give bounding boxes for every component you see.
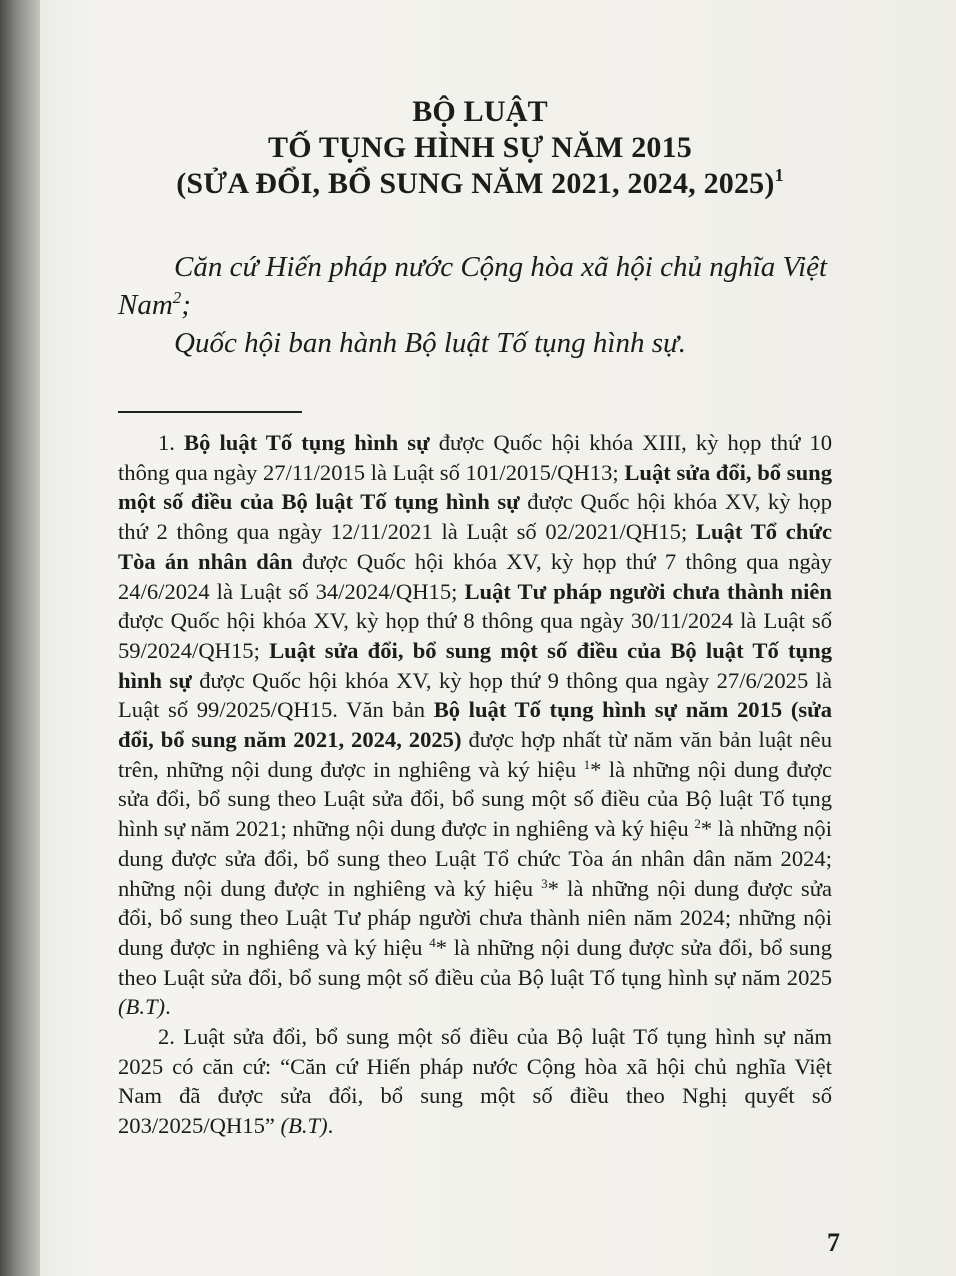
editor-note: (B.T) [118, 994, 166, 1020]
footnote-1-law-name: Bộ luật Tố tụng hình sự [184, 430, 430, 455]
preamble-basis-end: ; [181, 289, 191, 321]
footnote-separator [118, 411, 302, 413]
preamble-enactment: Quốc hội ban hành Bộ luật Tố tụng hình sự. [174, 327, 687, 359]
title-line-3-text: (SỬA ĐỔI, BỔ SUNG NĂM 2021, 2024, 2025) [176, 167, 775, 200]
footnote-1-text: được Quốc hội khóa XV, kỳ họp thứ 8 thông qua ngày 30/11/2024 là Luật số 59/2024/QH15; [118, 608, 832, 663]
footnote-2-text: 2. Luật sửa đổi, bổ sung một số điều của Bộ luật Tố tụng hình sự năm 2025 có căn cứ: “Căn cứ Hiến pháp nước Cộng hòa xã hội chủ nghĩa Việt Nam đã được sửa đổi, bổ sung một số điều theo Nghị quyết số 203/2025/QH15” [118, 1024, 832, 1139]
footnote-1-law-name: Luật Tư pháp người chưa thành niên [464, 578, 832, 604]
marker-superscript: 3 [541, 875, 548, 891]
footnote-2-end: . [327, 1113, 334, 1139]
footnote-1 [118, 428, 832, 1022]
footnote-2 [118, 1022, 832, 1141]
marker-superscript: 4 [429, 934, 436, 950]
page-number: 7 [827, 1228, 840, 1257]
title-line-3 [100, 166, 860, 202]
footnote-1-text: * là những nội dung được sửa đổi, bổ sung theo Luật sửa đổi, bổ sung một số điều của Bộ luật Tố tụng hình sự năm 2025 [118, 934, 832, 990]
document-title [100, 94, 860, 202]
footnote-1-text: * là những nội dung được sửa đổi, bổ sung theo Luật Tổ chức Tòa án nhân dân năm 2024; những nội dung được in nghiêng và ký hiệu [118, 816, 832, 901]
footnote-1-text: được Quốc hội khóa XV, kỳ họp thứ 9 thông qua ngày 27/6/2025 là Luật số 99/2025/QH15. Văn bản [118, 667, 832, 723]
footnote-1-text: được Quốc hội khóa XIII, kỳ họp thứ 10 thông qua ngày 27/11/2015 là Luật số 101/2015/QH13; [118, 430, 833, 485]
footnote-1-text: được hợp nhất từ năm văn bản luật nêu trên, những nội dung được in nghiêng và ký hiệu [118, 727, 832, 782]
editor-note: (B.T) [280, 1113, 328, 1139]
footnote-1-law-name: Bộ luật Tố tụng hình sự năm 2015 (sửa đổi, bổ sung năm 2021, 2024, 2025) [118, 697, 832, 753]
book-spine-shadow [0, 0, 40, 1276]
title-line-1: BỘ LUẬT [412, 95, 548, 128]
title-footnote-mark: 1 [774, 165, 784, 185]
footnote-1-law-name: Luật Tổ chức Tòa án nhân dân [118, 519, 832, 574]
preamble-basis-text: Căn cứ Hiến pháp nước Cộng hòa xã hội chủ nghĩa Việt Nam [118, 251, 828, 321]
footnote-1-text: * là những nội dung được sửa đổi, bổ sung theo Luật Tư pháp người chưa thành niên năm 2024; những nội dung được in nghiêng và ký hiệu [118, 875, 832, 960]
footnote-1-law-name: Luật sửa đổi, bổ sung một số điều của Bộ luật Tố tụng hình sự [118, 459, 832, 515]
marker-superscript: 2 [694, 816, 701, 832]
preamble [118, 248, 838, 362]
footnote-1-end: . [165, 994, 171, 1020]
footnotes [118, 428, 832, 1141]
footnote-1-text: * là những nội dung được sửa đổi, bổ sung theo Luật sửa đổi, bổ sung một số điều của Bộ luật Tố tụng hình sự năm 2021; những nội dung được in nghiêng và ký hiệu [118, 756, 832, 842]
footnote-1-law-name: Luật sửa đổi, bổ sung một số điều của Bộ luật Tố tụng hình sự [118, 637, 832, 693]
preamble-footnote-mark: 2 [172, 288, 182, 307]
preamble-basis [118, 248, 838, 324]
footnote-1-text: được Quốc hội khóa XV, kỳ họp thứ 2 thông qua ngày 12/11/2021 là Luật số 02/2021/QH15; [118, 489, 832, 545]
footnote-1-number: 1. [158, 430, 185, 455]
marker-superscript: 1 [583, 756, 591, 772]
footnote-1-text: được Quốc hội khóa XV, kỳ họp thứ 7 thông qua ngày 24/6/2024 là Luật số 34/2024/QH15; [118, 548, 832, 604]
title-line-2: TỐ TỤNG HÌNH SỰ NĂM 2015 [268, 131, 692, 164]
